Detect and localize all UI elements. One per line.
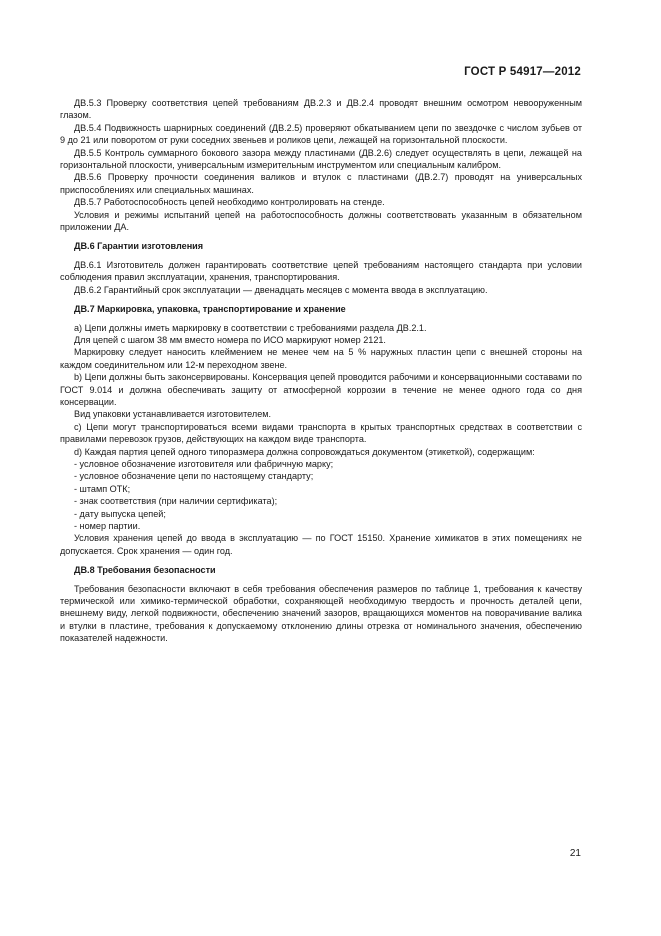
document-body xyxy=(60,97,582,645)
list-item: - штамп ОТК; xyxy=(74,483,131,494)
list-item: - номер партии. xyxy=(74,521,141,531)
paragraph-marking: Маркировку следует наносить клеймением не менее чем на 5 % наружных пластин цепи с внешней стороны на каждом соединительном или 12-м переходном звене. xyxy=(60,347,582,370)
page-number: 21 xyxy=(569,848,581,859)
paragraph-packaging: Вид упаковки устанавливается изготовителем. xyxy=(74,409,272,420)
document-header: ГОСТ Р 54917—2012 xyxy=(464,66,581,78)
paragraph-dv-6-1: ДВ.6.1 Изготовитель должен гарантировать соответствие цепей требованиям настоящего стандарта при условии соблюдения правил эксплуатации, хранения, транспортирования. xyxy=(60,259,582,283)
paragraph-dv-6-2: ДВ.6.2 Гарантийный срок эксплуатации — двенадцать месяцев с момента ввода в эксплуатацию. xyxy=(74,284,488,295)
section-heading-dv-6: ДВ.6 Гарантии изготовления xyxy=(74,241,204,252)
paragraph-item-c: c) Цепи могут транспортироваться всеми видами транспорта в крытых транспортных средствах в соответствии с правилами перевозок грузов, действующих на каждом виде транспорта. xyxy=(60,421,582,445)
paragraph-step-38: Для цепей с шагом 38 мм вместо номера по ИСО маркируют номер 2121. xyxy=(74,334,386,345)
section-heading-dv-7: ДВ.7 Маркировка, упаковка, транспортирование и хранение xyxy=(74,304,346,315)
paragraph-dv-5-5: ДВ.5.5 Контроль суммарного бокового зазора между пластинами (ДВ.2.6) следует осуществлять в цепи, лежащей на горизонтальной плоскости, универсальным измерительным инструментом или специальным калибром. xyxy=(60,147,582,171)
paragraph-item-a: а) Цепи должны иметь маркировку в соответствии с требованиями раздела ДВ.2.1. xyxy=(74,322,427,333)
paragraph-dv-5-3: ДВ.5.3 Проверку соответствия цепей требованиям ДВ.2.3 и ДВ.2.4 проводят внешним осмотром невооруженным глазом. xyxy=(60,98,582,121)
list-item: - условное обозначение цепи по настоящему стандарту; xyxy=(74,471,314,482)
list-item: - дату выпуска цепей; xyxy=(74,508,166,519)
list-item: - знак соответствия (при наличии сертификата); xyxy=(74,496,278,507)
list-item: - условное обозначение изготовителя или фабричную марку; xyxy=(74,458,334,469)
paragraph-dv-5-6: ДВ.5.6 Проверку прочности соединения валиков и втулок с пластинами (ДВ.2.7) проводят на универсальных приспособлениях или специальных машинах. xyxy=(60,172,582,195)
paragraph-safety: Требования безопасности включают в себя требования обеспечения размеров по таблице 1, требования к качеству термической или химико-термической обработки, сохраняющей необходимую твердость и прочность деталей цепи, внешнему виду, легкой подвижности, обеспечению значений зазоров, вращающихся моментов на поворачивание валика и втулки в пластине, требования к допускаемому отклонению длины отрезка от номинального значения, обеспечению показателей надежности. xyxy=(60,583,582,644)
paragraph-item-d: d) Каждая партия цепей одного типоразмера должна сопровождаться документом (этикеткой), содержащим: xyxy=(74,446,535,457)
paragraph-dv-5-4: ДВ.5.4 Подвижность шарнирных соединений (ДВ.2.5) проверяют обкатыванием цепи по звездочке с числом зубьев от 9 до 21 или поворотом от руки соседних звеньев и роликов цепи, лежащей на горизонтальной плоскости. xyxy=(60,122,582,146)
paragraph-storage: Условия хранения цепей до ввода в эксплуатацию — по ГОСТ 15150. Хранение химикатов в этих помещениях не допускается. Срок хранения — один год. xyxy=(60,533,582,556)
paragraph-item-b: b) Цепи должны быть законсервированы. Консервация цепей проводится рабочими и консервационными составами по ГОСТ 9.014 и должна обеспечивать защиту от атмосферной коррозии в течение не менее одного года со дня консервации. xyxy=(60,372,582,407)
paragraph-dv-5-7: ДВ.5.7 Работоспособность цепей необходимо контролировать на стенде. xyxy=(74,197,385,208)
section-heading-dv-8: ДВ.8 Требования безопасности xyxy=(74,565,216,576)
paragraph-test-conditions: Условия и режимы испытаний цепей на работоспособность должны соответствовать указанным в обязательном приложении ДА. xyxy=(60,209,582,233)
